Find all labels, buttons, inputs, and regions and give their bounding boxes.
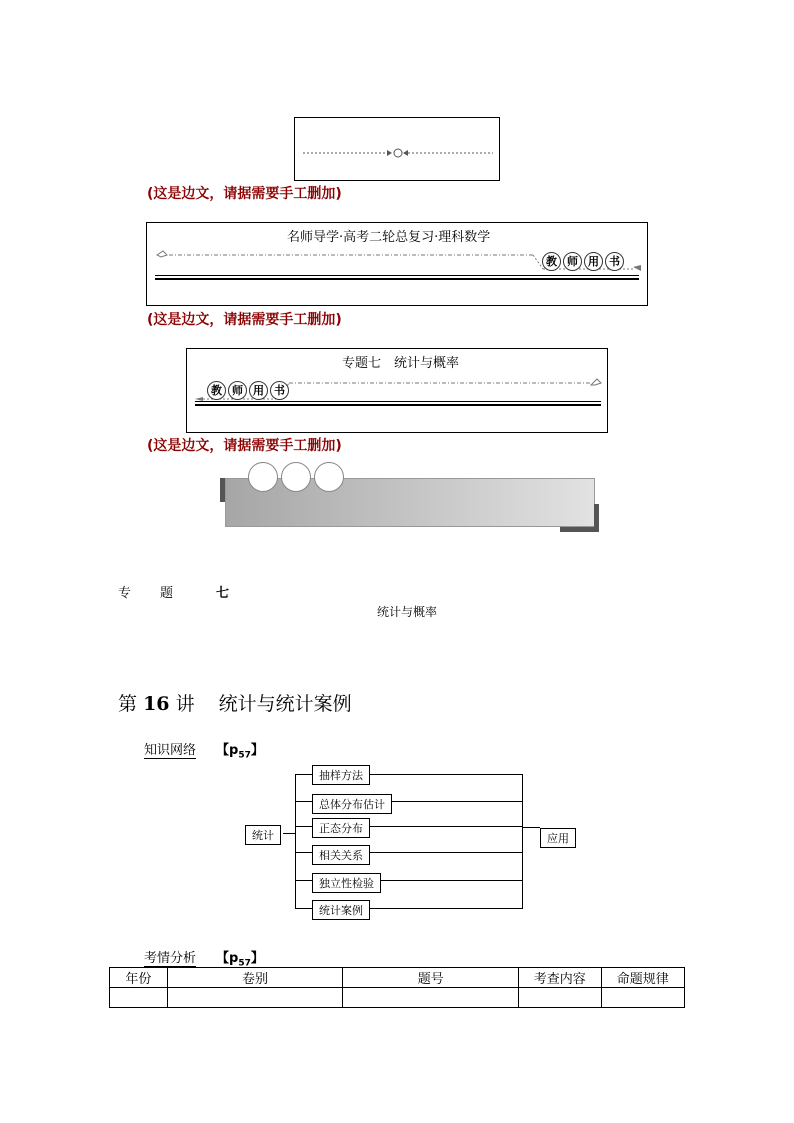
- even-page-header: [186, 348, 608, 433]
- header-decoration-box: [294, 117, 500, 181]
- node-distribution-estimate: 总体分布估计: [312, 794, 392, 814]
- node-root: 统计: [245, 825, 281, 845]
- table-cell: [601, 988, 684, 1008]
- topic-banner: [220, 472, 600, 532]
- table-cell: [519, 988, 601, 1008]
- knowledge-network-page-ref: [216, 739, 264, 761]
- lecture-suffix: 讲: [175, 693, 195, 715]
- col-content: 考查内容: [519, 968, 601, 988]
- knowledge-network-heading: 知识网络: [144, 739, 196, 759]
- table-cell: [110, 988, 168, 1008]
- badge-teach: 教: [207, 381, 226, 400]
- table-cell: [167, 988, 343, 1008]
- lecture-name: 统计与统计案例: [218, 693, 352, 715]
- lecture-prefix: 第: [118, 693, 138, 715]
- odd-page-header: [146, 222, 648, 306]
- node-statistics-cases: 统计案例: [312, 900, 370, 920]
- banner-frame-bottom: [560, 527, 599, 532]
- page-ref-close: 】: [250, 951, 264, 966]
- lecture-title: [118, 689, 352, 716]
- banner-circle-3: [314, 462, 344, 492]
- connector-target: [522, 827, 540, 828]
- col-paper: 卷别: [167, 968, 343, 988]
- odd-header-title: 名师导学·高考二轮总复习·理科数学: [287, 230, 491, 245]
- connector-right-spine: [522, 774, 523, 909]
- exam-analysis-table: [109, 967, 685, 1008]
- even-header-title: 专题七 统计与概率: [342, 356, 460, 371]
- margin-note-3: (这是边文，请据需要手工删加): [147, 438, 342, 454]
- table-row: [110, 988, 685, 1008]
- topic-subtitle: 统计与概率: [377, 605, 438, 619]
- banner-circle-2: [281, 462, 311, 492]
- topic-char-1: 专: [118, 586, 132, 601]
- exam-analysis-heading: 考情分析: [144, 947, 196, 967]
- badge-use: 用: [249, 381, 268, 400]
- table-cell: [343, 988, 519, 1008]
- lecture-number: 16: [143, 693, 170, 715]
- node-correlation: 相关关系: [312, 845, 370, 865]
- badge-teacher: 师: [228, 381, 247, 400]
- page-ref-num: 57: [238, 958, 251, 969]
- col-question-number: 题号: [343, 968, 519, 988]
- col-year: 年份: [110, 968, 168, 988]
- odd-header-rule: [155, 275, 639, 280]
- node-application: 应用: [540, 828, 576, 848]
- page-ref-open: 【p: [216, 951, 239, 966]
- banner-circle-1: [248, 462, 278, 492]
- even-header-badges: [207, 379, 291, 400]
- page-ref-num: 57: [238, 750, 251, 761]
- badge-teacher: 师: [563, 252, 582, 271]
- even-header-rule: [195, 401, 601, 406]
- node-independence-test: 独立性检验: [312, 873, 381, 893]
- banner-gradient: [225, 478, 595, 527]
- node-normal-distribution: 正态分布: [312, 818, 370, 838]
- topic-char-3: 七: [216, 586, 230, 601]
- margin-note-2: (这是边文，请据需要手工删加): [147, 312, 342, 328]
- margin-note-1: (这是边文，请据需要手工删加): [147, 186, 342, 202]
- badge-book: 书: [270, 381, 289, 400]
- node-sampling: 抽样方法: [312, 765, 370, 785]
- col-pattern: 命题规律: [601, 968, 684, 988]
- table-header-row: [110, 968, 685, 988]
- arrow-circle-decoration: [295, 118, 501, 182]
- exam-analysis-page-ref: [216, 947, 264, 969]
- topic-char-2: 题: [160, 586, 174, 601]
- badge-use: 用: [584, 252, 603, 271]
- page-ref-open: 【p: [216, 743, 239, 758]
- connector-left-spine: [295, 774, 296, 909]
- page-ref-close: 】: [250, 743, 264, 758]
- odd-header-badges: [542, 250, 626, 271]
- badge-book: 书: [605, 252, 624, 271]
- badge-teach: 教: [542, 252, 561, 271]
